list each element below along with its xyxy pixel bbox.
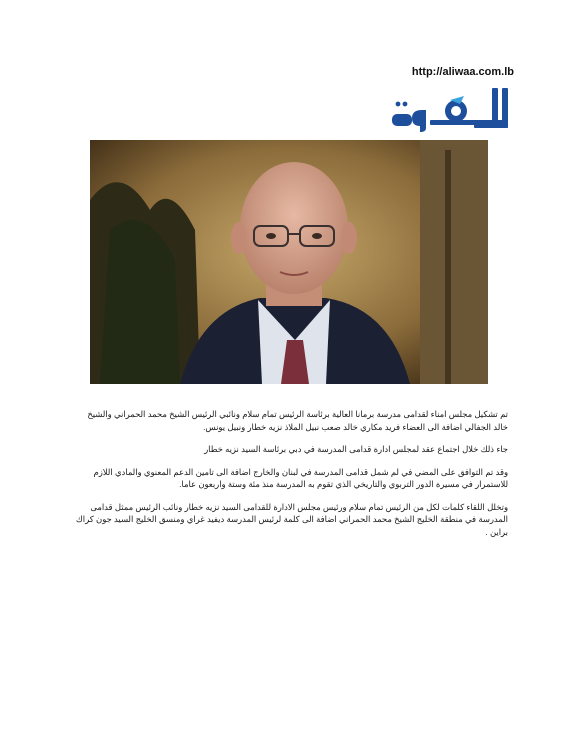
source-url[interactable]: http://aliwaa.com.lb: [411, 66, 514, 78]
article-photo: [90, 140, 488, 384]
article-paragraph: تم تشكيل مجلس امناء لقدامى مدرسة برمانا العالية برئاسة الرئيس تمام سلام ونائبي الرئيس الشيخ محمد الحمراني والشيخ خالد الجفالي اضافة الى العضاء فريد مكاري خالد صعب نبيل الملاذ نزيه خطار ونبيل يونس.: [87, 409, 508, 432]
article-body: [74, 408, 508, 548]
article-paragraph: وقد تم التوافق على المضي في لم شمل قدامى المدرسة في لبنان والخارج اضافة الى تامين الدعم المعنوي والمادي اللازم للاستمرار في مسيرة الدور التربوي والتاريخي الذي تقوم به المدرسة منذ مئة وستة واربعون عاما.: [93, 466, 508, 489]
article-paragraph: جاء ذلك خلال اجتماع عقد لمجلس ادارة قدامى المدرسة في دبي برئاسة السيد نزيه خطار: [204, 444, 508, 454]
article-paragraph: وتخلل اللقاء كلمات لكل من الرئيس تمام سلام ورئيس مجلس الادارة للقدامى السيد نزيه خطار ونائب الرئيس ممثل قدامى المدرسة في منطقة الخليج الشيخ محمد الحمراني اضافة الى كلمة لرئيس المدرسة ديفيد غراي ومنسق الخليج السيد جون كراك براين .: [75, 501, 508, 537]
aliwaa-logo: [390, 86, 510, 132]
